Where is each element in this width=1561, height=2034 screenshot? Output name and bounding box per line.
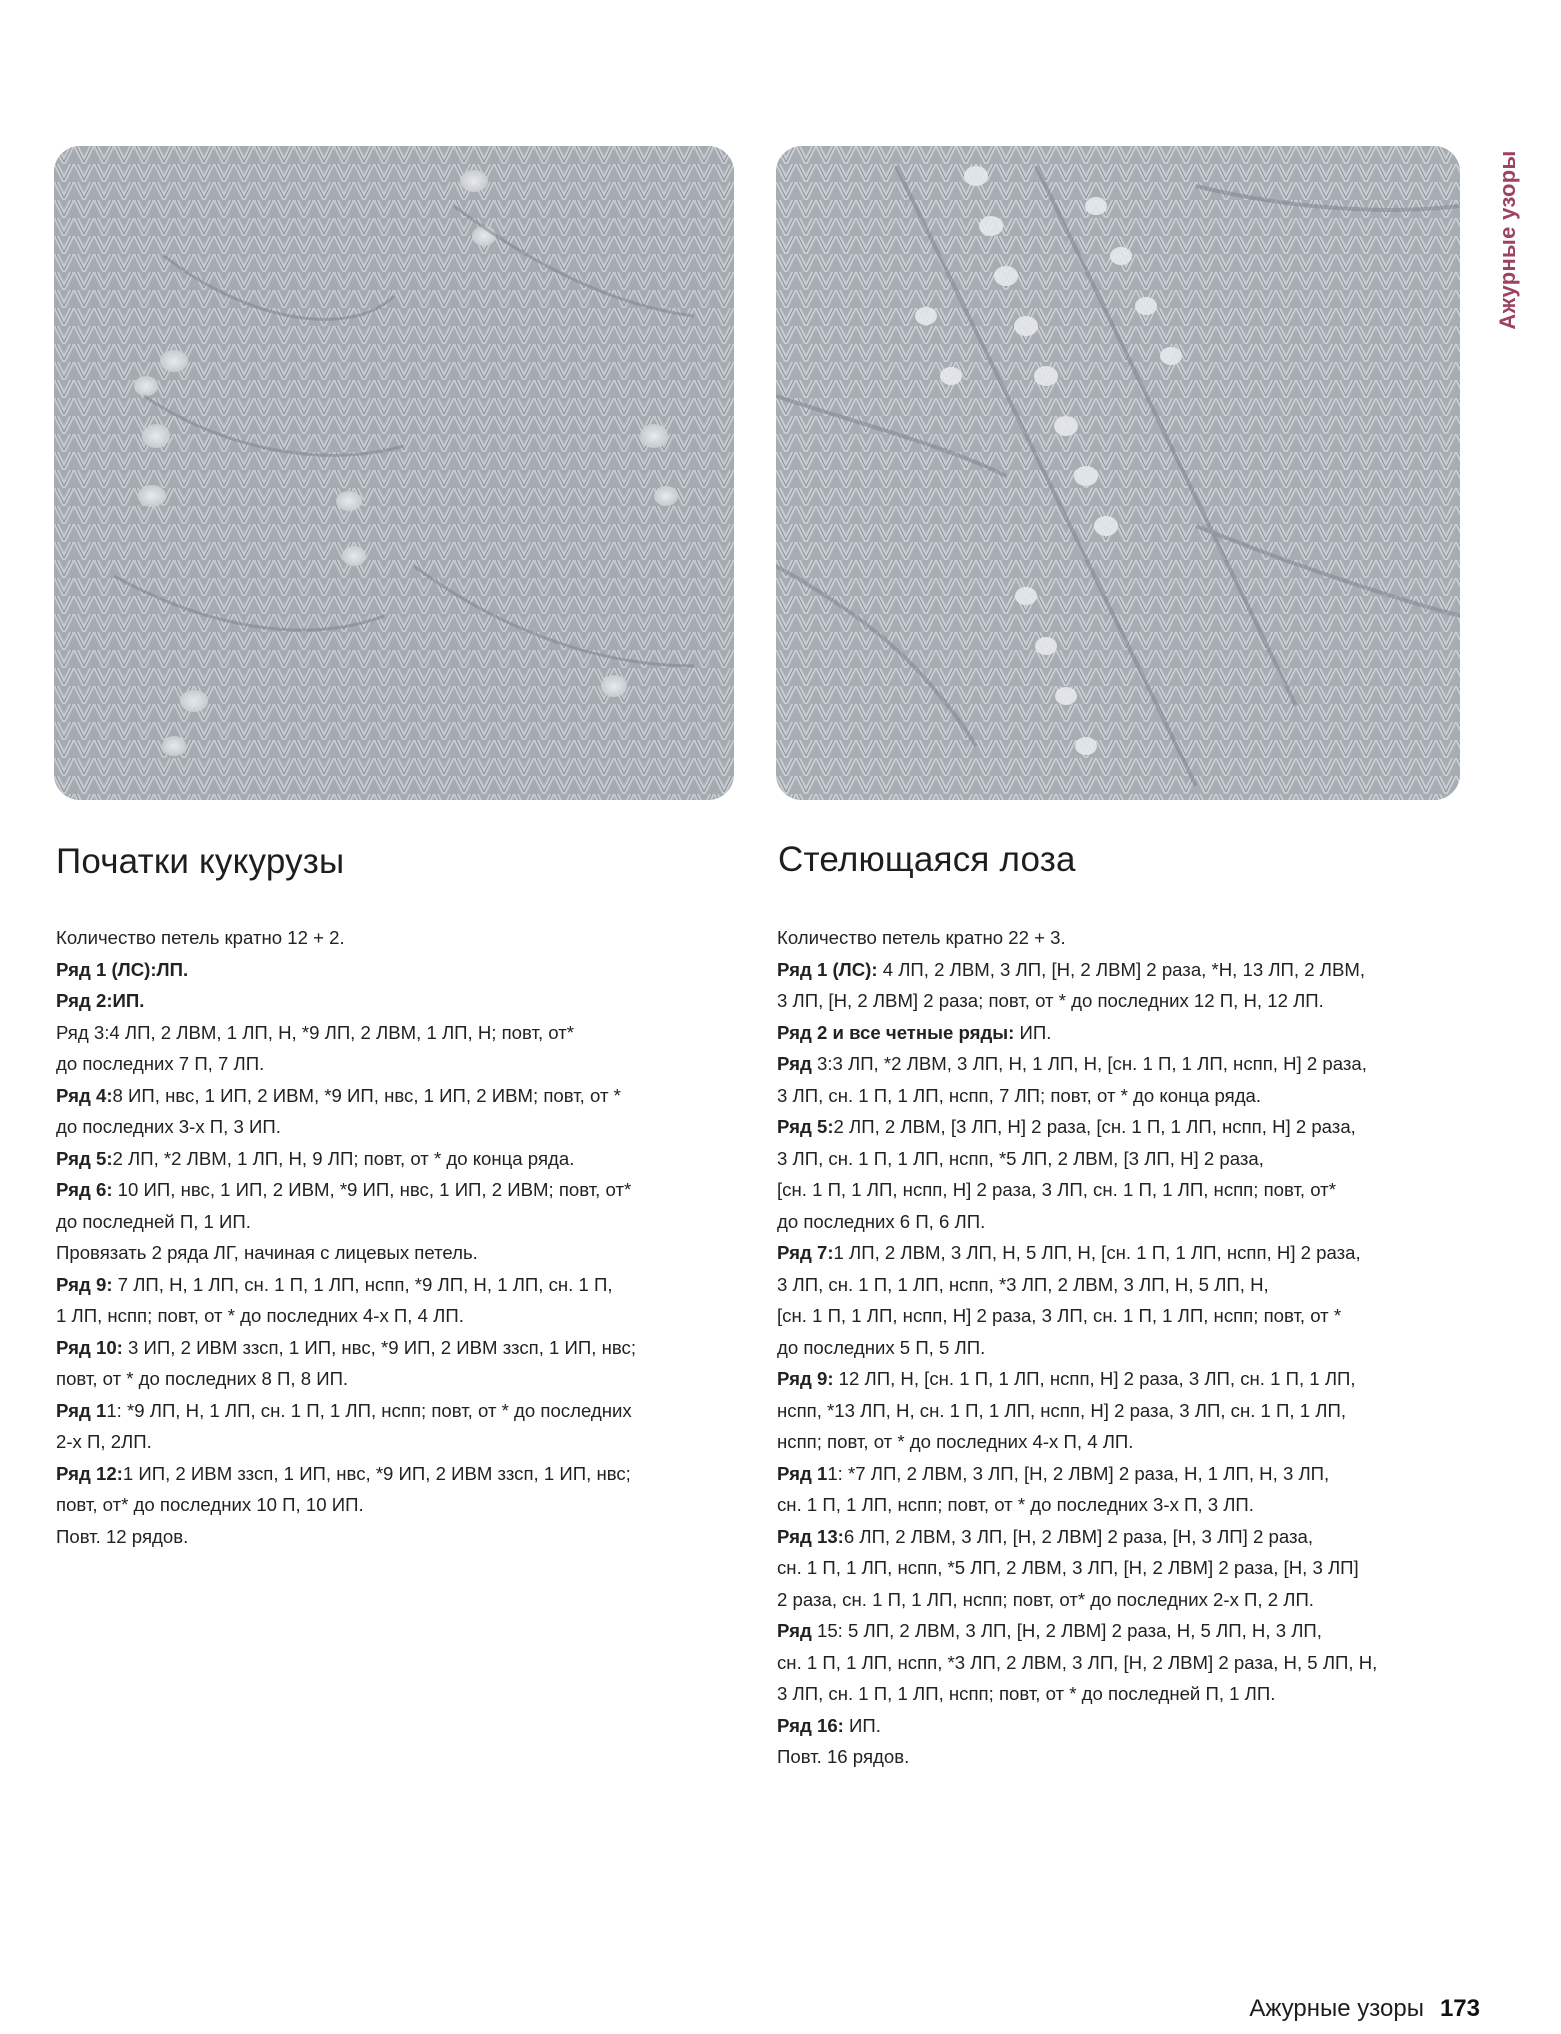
row-text: 1: *9 ЛП, Н, 1 ЛП, сн. 1 П, 1 ЛП, нспп; повт, от * до последних <box>106 1399 632 1421</box>
instruction-line <box>777 1489 1467 1521</box>
row-text: сн. 1 П, 1 ЛП, нспп, *3 ЛП, 2 ЛВМ, 3 ЛП, [Н, 2 ЛВМ] 2 раза, Н, 5 ЛП, Н, <box>777 1651 1378 1673</box>
swatch-photo-creeping-vine <box>776 146 1460 800</box>
row-text: 12 ЛП, Н, [сн. 1 П, 1 ЛП, нспп, Н] 2 раза, 3 ЛП, сн. 1 П, 1 ЛП, <box>833 1368 1356 1389</box>
row-text: 3 ЛП, [Н, 2 ЛВМ] 2 раза; повт, от * до последних 12 П, Н, 12 ЛП. <box>777 990 1324 1011</box>
instruction-line <box>777 1206 1467 1238</box>
row-text: до последней П, 1 ИП. <box>56 1210 251 1232</box>
instruction-line <box>777 1552 1467 1584</box>
row-text: 1 ЛП, нспп; повт, от * до последних 4-х П, 4 ЛП. <box>56 1305 464 1326</box>
instruction-line <box>777 1426 1467 1458</box>
page-number: 173 <box>1439 1995 1480 2022</box>
row-label: Ряд 1 (ЛС):ЛП. <box>56 958 189 980</box>
row-label: Ряд 1 (ЛС): <box>777 958 878 980</box>
instruction-line <box>777 985 1467 1017</box>
row-label: Ряд 13: <box>777 1525 844 1547</box>
section-side-tab-label: Ажурные узоры <box>1495 150 1520 330</box>
instruction-line <box>56 954 726 986</box>
row-text: Провязать 2 ряда ЛГ, начиная с лицевых петель. <box>56 1242 478 1263</box>
row-label: Ряд 16: <box>777 1714 844 1736</box>
row-text: 3 ЛП, сн. 1 П, 1 ЛП, нспп, *3 ЛП, 2 ЛВМ, 3 ЛП, Н, 5 ЛП, Н, <box>777 1273 1269 1295</box>
row-text: ИП. <box>843 1714 881 1736</box>
instruction-line <box>56 1426 726 1458</box>
row-text: 3 ЛП, сн. 1 П, 1 ЛП, нспп, 7 ЛП; повт, от * до конца ряда. <box>777 1084 1262 1106</box>
instruction-line <box>56 1363 726 1395</box>
instruction-line <box>56 1489 726 1521</box>
row-text: Повт. 16 рядов. <box>777 1746 910 1767</box>
instruction-line <box>777 1080 1467 1112</box>
instructions-creeping-vine <box>777 922 1467 1773</box>
instruction-line <box>777 1458 1467 1490</box>
instruction-line <box>56 1395 726 1427</box>
instruction-line <box>56 1521 726 1553</box>
pattern-title-creeping-vine: Стелющаяся лоза <box>778 840 1076 879</box>
swatch-photo-corn-cobs <box>54 146 734 800</box>
row-text: 2 раза, сн. 1 П, 1 ЛП, нспп; повт, от* до последних 2-х П, 2 ЛП. <box>777 1588 1314 1610</box>
instruction-line <box>777 1710 1467 1742</box>
row-text: сн. 1 П, 1 ЛП, нспп, *5 ЛП, 2 ЛВМ, 3 ЛП, [Н, 2 ЛВМ] 2 раза, [Н, 3 ЛП] <box>777 1557 1359 1578</box>
instruction-line <box>56 1017 726 1049</box>
row-text: 1: *7 ЛП, 2 ЛВМ, 3 ЛП, [Н, 2 ЛВМ] 2 раза, Н, 1 ЛП, Н, 3 ЛП, <box>827 1462 1330 1484</box>
row-label: Ряд 6: <box>56 1179 113 1200</box>
instruction-line <box>56 1269 726 1301</box>
pattern-title-corn-cobs: Початки кукурузы <box>56 842 345 881</box>
row-text: [сн. 1 П, 1 ЛП, нспп, Н] 2 раза, 3 ЛП, сн. 1 П, 1 ЛП, нспп; повт, от * <box>777 1305 1342 1326</box>
instruction-line <box>777 1363 1467 1395</box>
row-text: Количество петель кратно 12 + 2. <box>56 927 345 948</box>
instruction-line <box>777 1237 1467 1269</box>
instruction-line <box>777 1615 1467 1647</box>
row-text: 15: 5 ЛП, 2 ЛВМ, 3 ЛП, [Н, 2 ЛВМ] 2 раза, Н, 5 ЛП, Н, 3 ЛП, <box>811 1620 1322 1641</box>
instruction-line <box>777 1174 1467 1206</box>
row-label: Ряд <box>777 1620 812 1641</box>
instruction-line <box>777 1332 1467 1364</box>
row-text: до последних 5 П, 5 ЛП. <box>777 1336 986 1358</box>
row-label: Ряд <box>777 1053 812 1074</box>
row-label: Ряд 5: <box>777 1116 834 1137</box>
instruction-line <box>56 985 726 1017</box>
instruction-line <box>56 922 726 954</box>
instruction-line <box>56 1048 726 1080</box>
row-text: Ряд 3:4 ЛП, 2 ЛВМ, 1 ЛП, Н, *9 ЛП, 2 ЛВМ, 1 ЛП, Н; повт, от* <box>56 1021 574 1043</box>
row-text: повт, от * до последних 8 П, 8 ИП. <box>56 1368 349 1389</box>
row-text: 2 ЛП, *2 ЛВМ, 1 ЛП, Н, 9 ЛП; повт, от * до конца ряда. <box>112 1147 575 1169</box>
row-text: сн. 1 П, 1 ЛП, нспп; повт, от * до последних 3-х П, 3 ЛП. <box>777 1494 1254 1515</box>
row-label: Ряд 1 <box>777 1462 828 1484</box>
instruction-line <box>777 1521 1467 1553</box>
instruction-line <box>777 1741 1467 1773</box>
section-side-tab <box>1492 140 1524 340</box>
instruction-line <box>777 1269 1467 1301</box>
instruction-line <box>777 1017 1467 1049</box>
row-label: Ряд 1 <box>56 1399 107 1421</box>
instructions-corn-cobs <box>56 922 726 1552</box>
row-text: 2-х П, 2ЛП. <box>56 1431 152 1452</box>
instruction-line <box>56 1458 726 1490</box>
row-text: нспп; повт, от * до последних 4-х П, 4 ЛП. <box>777 1431 1134 1452</box>
row-text: 1 ИП, 2 ИВМ ззсп, 1 ИП, нвс, *9 ИП, 2 ИВМ ззсп, 1 ИП, нвс; <box>122 1462 631 1484</box>
row-text: Повт. 12 рядов. <box>56 1525 189 1547</box>
instruction-line <box>777 1584 1467 1616</box>
row-text: Количество петель кратно 22 + 3. <box>777 927 1066 948</box>
instruction-line <box>777 1048 1467 1080</box>
instruction-line <box>56 1332 726 1364</box>
instruction-line <box>777 1678 1467 1710</box>
row-label: Ряд 2:ИП. <box>56 990 145 1011</box>
row-text: 7 ЛП, Н, 1 ЛП, сн. 1 П, 1 ЛП, нспп, *9 ЛП, Н, 1 ЛП, сн. 1 П, <box>112 1273 613 1295</box>
row-label: Ряд 10: <box>56 1336 123 1358</box>
instruction-line <box>56 1300 726 1332</box>
row-label: Ряд 4: <box>56 1084 113 1106</box>
page-footer <box>1180 1995 1480 2023</box>
instruction-line <box>777 1111 1467 1143</box>
row-text: до последних 6 П, 6 ЛП. <box>777 1210 986 1232</box>
row-label: Ряд 12: <box>56 1462 123 1484</box>
footer-section-name: Ажурные узоры <box>1249 1995 1424 2022</box>
row-text: 3 ЛП, сн. 1 П, 1 ЛП, нспп; повт, от * до последней П, 1 ЛП. <box>777 1683 1276 1704</box>
row-label: Ряд 5: <box>56 1147 113 1169</box>
row-label: Ряд 2 и все четные ряды: <box>777 1021 1015 1043</box>
row-label: Ряд 9: <box>56 1273 113 1295</box>
row-text: 1 ЛП, 2 ЛВМ, 3 ЛП, Н, 5 ЛП, Н, [сн. 1 П, 1 ЛП, нспп, Н] 2 раза, <box>833 1242 1361 1263</box>
instruction-line <box>56 1111 726 1143</box>
row-text: 3 ЛП, сн. 1 П, 1 ЛП, нспп, *5 ЛП, 2 ЛВМ, [3 ЛП, Н] 2 раза, <box>777 1147 1264 1169</box>
row-text: [сн. 1 П, 1 ЛП, нспп, Н] 2 раза, 3 ЛП, сн. 1 П, 1 ЛП, нспп; повт, от* <box>777 1179 1336 1200</box>
instruction-line <box>777 1647 1467 1679</box>
instruction-line <box>56 1174 726 1206</box>
row-text: 10 ИП, нвс, 1 ИП, 2 ИВМ, *9 ИП, нвс, 1 ИП, 2 ИВМ; повт, от* <box>112 1179 632 1200</box>
row-text: до последних 7 П, 7 ЛП. <box>56 1053 265 1074</box>
instruction-line <box>56 1080 726 1112</box>
row-text: 3 ИП, 2 ИВМ ззсп, 1 ИП, нвс, *9 ИП, 2 ИВМ ззсп, 1 ИП, нвс; <box>122 1336 637 1358</box>
instruction-line <box>777 1395 1467 1427</box>
row-text: до последних 3-х П, 3 ИП. <box>56 1116 281 1137</box>
row-label: Ряд 7: <box>777 1242 834 1263</box>
row-text: 6 ЛП, 2 ЛВМ, 3 ЛП, [Н, 2 ЛВМ] 2 раза, [Н, 3 ЛП] 2 раза, <box>843 1525 1313 1547</box>
row-text: ИП. <box>1014 1021 1052 1043</box>
row-text: 2 ЛП, 2 ЛВМ, [3 ЛП, Н] 2 раза, [сн. 1 П, 1 ЛП, нспп, Н] 2 раза, <box>833 1116 1356 1137</box>
instruction-line <box>56 1237 726 1269</box>
instruction-line <box>777 954 1467 986</box>
instruction-line <box>777 1143 1467 1175</box>
row-text: повт, от* до последних 10 П, 10 ИП. <box>56 1494 364 1515</box>
row-text: 8 ИП, нвс, 1 ИП, 2 ИВМ, *9 ИП, нвс, 1 ИП, 2 ИВМ; повт, от * <box>112 1084 621 1106</box>
row-text: 3:3 ЛП, *2 ЛВМ, 3 ЛП, Н, 1 ЛП, Н, [сн. 1 П, 1 ЛП, нспп, Н] 2 раза, <box>811 1053 1367 1074</box>
row-text: 4 ЛП, 2 ЛВМ, 3 ЛП, [Н, 2 ЛВМ] 2 раза, *Н, 13 ЛП, 2 ЛВМ, <box>877 958 1365 980</box>
instruction-line <box>777 922 1467 954</box>
row-text: нспп, *13 ЛП, Н, сн. 1 П, 1 ЛП, нспп, Н] 2 раза, 3 ЛП, сн. 1 П, 1 ЛП, <box>777 1399 1346 1421</box>
instruction-line <box>56 1206 726 1238</box>
row-label: Ряд 9: <box>777 1368 834 1389</box>
instruction-line <box>777 1300 1467 1332</box>
instruction-line <box>56 1143 726 1175</box>
